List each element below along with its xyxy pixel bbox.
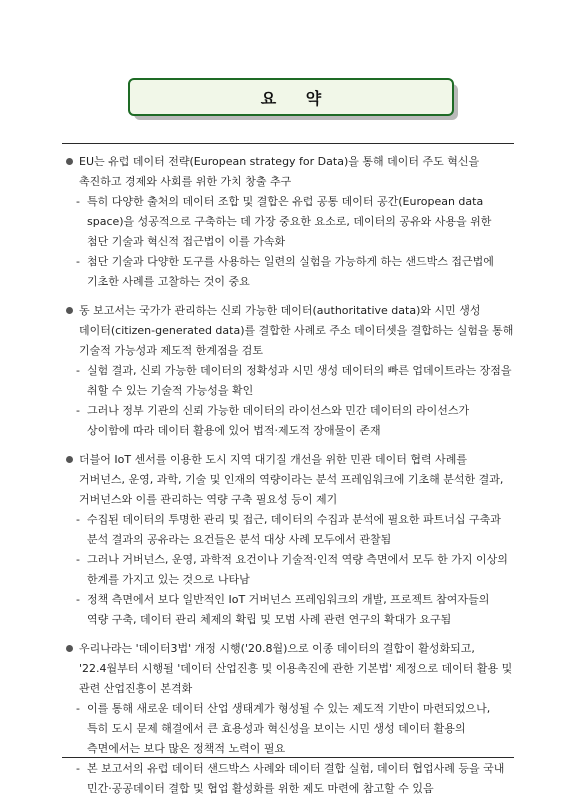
main-point <box>66 639 514 699</box>
main-point-text: 더블어 IoT 센서를 이용한 도시 지역 대기질 개선을 위한 민관 데이터 협력 사례를 거버넌스, 운영, 과학, 기술 및 인재의 역량이라는 분석 프레임워크에 기초해 분석한 결과, 거버넌스와 이를 관리하는 역량 구축 필요성 등이 제기 <box>79 453 504 506</box>
main-point <box>66 301 514 361</box>
sub-point-text: 그러나 거버넌스, 운영, 과학적 요건이나 기술적·인적 역량 측면에서 모두 한 가지 이상의 한계를 가지고 있는 것으로 나타남 <box>87 553 508 586</box>
sub-point <box>76 192 514 252</box>
main-point-text: EU는 유럽 데이터 전략(European strategy for Data)을 통해 데이터 주도 혁신을 촉진하고 경제와 사회를 위한 가치 창출 추구 <box>79 155 480 188</box>
dash-icon: - <box>76 553 80 566</box>
sub-point <box>76 252 514 292</box>
sub-point-text: 첨단 기술과 다양한 도구를 사용하는 일련의 실험을 가능하게 하는 샌드박스 접근법에 기초한 사례를 고찰하는 것이 중요 <box>87 255 494 288</box>
sub-point <box>76 361 514 401</box>
summary-section <box>66 152 514 292</box>
top-divider <box>62 143 514 144</box>
bullet-icon <box>66 645 73 652</box>
sub-point <box>76 699 514 759</box>
sub-point <box>76 759 514 799</box>
summary-section <box>66 639 514 799</box>
sub-point-text: 그러나 정부 기관의 신뢰 가능한 데이터의 라이선스와 민간 데이터의 라이선스가 상이함에 따라 데이터 활용에 있어 법적·제도적 장애물이 존재 <box>87 404 470 437</box>
dash-icon: - <box>76 404 80 417</box>
summary-content <box>66 152 514 808</box>
page-title: 요 약 <box>260 88 334 108</box>
main-point-text: 우리나라는 '데이터3법' 개정 시행('20.8월)으로 이종 데이터의 결합이 활성화되고, '22.4월부터 시행될 '데이터 산업진흥 및 이용촉진에 관한 기본법' 제정으로 데이터 활용 및 관련 산업진흥이 본격화 <box>79 642 513 695</box>
sub-point-text: 본 보고서의 유럽 데이터 샌드박스 사례와 데이터 결합 실험, 데이터 협업사례 등을 국내 민간·공공데이터 결합 및 협업 활성화를 위한 제도 마련에 참고할 수 있음 <box>87 762 505 795</box>
sub-point <box>76 401 514 441</box>
main-point-text: 동 보고서는 국가가 관리하는 신뢰 가능한 데이터(authoritative data)와 시민 생성 데이터(citizen-generated data)를 결합한 사례로 주소 데이터셋을 결합하는 실험을 통해 기술적 가능성과 제도적 한계점을 검토 <box>79 304 514 357</box>
dash-icon: - <box>76 255 80 268</box>
dash-icon: - <box>76 513 80 526</box>
sub-point <box>76 510 514 550</box>
main-point <box>66 450 514 510</box>
summary-section <box>66 450 514 630</box>
sub-point <box>76 590 514 630</box>
sub-point <box>76 550 514 590</box>
sub-point-text: 특히 다양한 출처의 데이터 조합 및 결합은 유럽 공통 데이터 공간(European data space)을 성공적으로 구축하는 데 가장 중요한 요소로, 데이터의 공유와 사용을 위한 첨단 기술과 혁신적 접근법이 이를 가속화 <box>87 195 492 248</box>
sub-point-text: 수집된 데이터의 투명한 관리 및 접근, 데이터의 수집과 분석에 필요한 파트너십 구축과 분석 결과의 공유라는 요건들은 분석 대상 사례 모두에서 관찰됨 <box>87 513 501 546</box>
dash-icon: - <box>76 364 80 377</box>
dash-icon: - <box>76 702 80 715</box>
sub-point-text: 정책 측면에서 보다 일반적인 IoT 거버넌스 프레임워크의 개발, 프로젝트 참여자들의 역량 구축, 데이터 관리 체제의 확립 및 모범 사례 관련 연구의 확대가 요구됨 <box>87 593 490 626</box>
bullet-icon <box>66 158 73 165</box>
sub-point-text: 이를 통해 새로운 데이터 산업 생태계가 형성될 수 있는 제도적 기반이 마련되었으나, 특히 도시 문제 해결에서 큰 효용성과 혁신성을 보이는 시민 생성 데이터 활용의 측면에서는 보다 많은 정책적 노력이 필요 <box>87 702 491 755</box>
bullet-icon <box>66 456 73 463</box>
main-point <box>66 152 514 192</box>
title-box <box>128 78 454 116</box>
dash-icon: - <box>76 762 80 775</box>
bottom-divider <box>62 757 514 758</box>
dash-icon: - <box>76 195 80 208</box>
bullet-icon <box>66 307 73 314</box>
summary-section <box>66 301 514 441</box>
title-banner <box>128 78 462 122</box>
sub-point-text: 실험 결과, 신뢰 가능한 데이터의 정확성과 시민 생성 데이터의 빠른 업데이트라는 장점을 취할 수 있는 기술적 가능성을 확인 <box>87 364 512 397</box>
dash-icon: - <box>76 593 80 606</box>
